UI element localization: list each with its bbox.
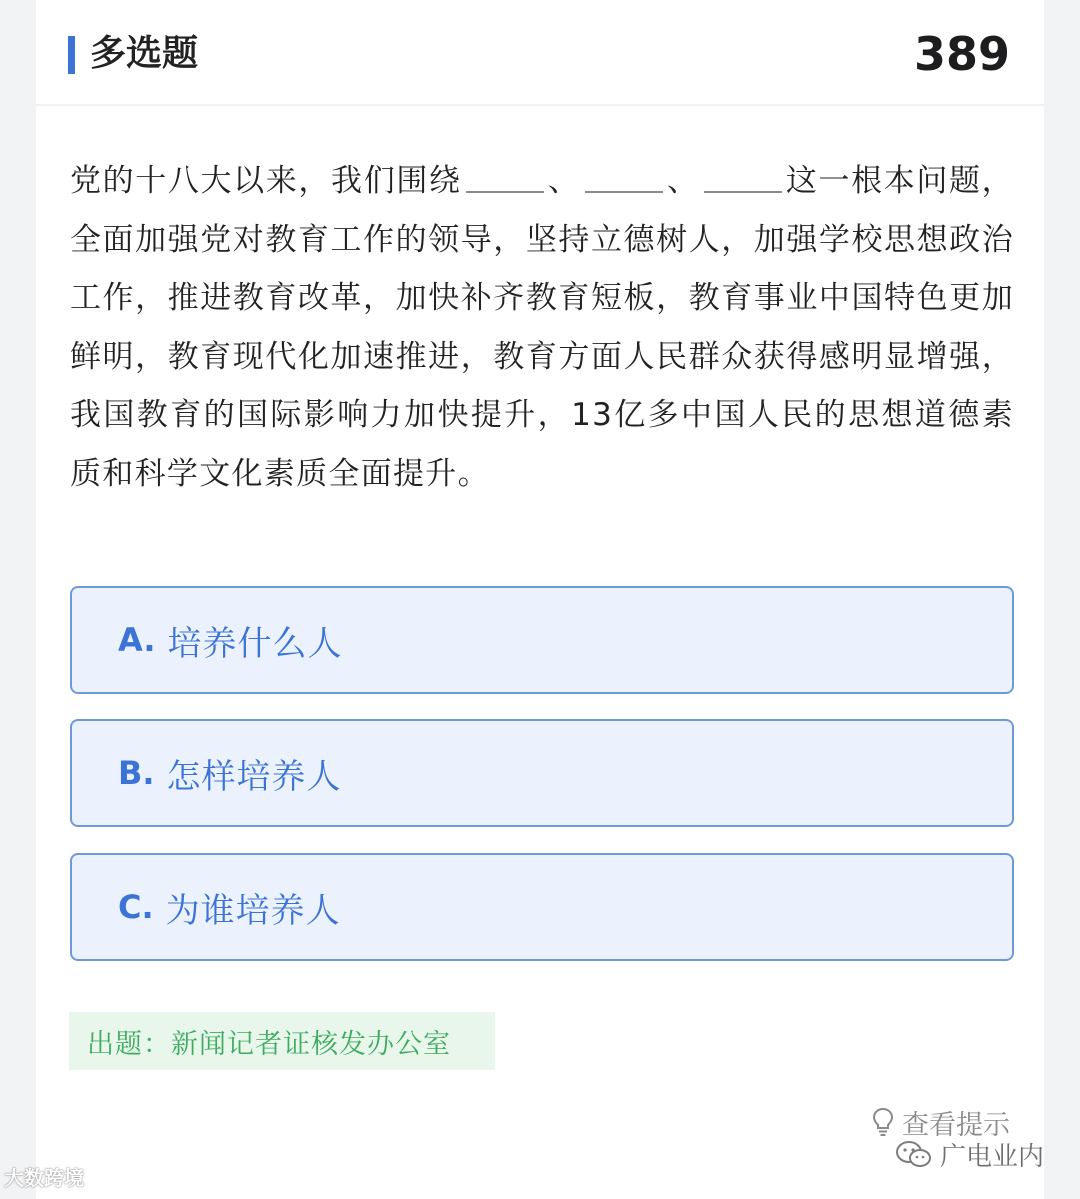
watermark-right-text: 广电业内 [939,1142,1044,1172]
watermark-left-text: 大数跨境 [4,1166,84,1190]
question-source-text: 出题：新闻记者证核发办公室 [87,1028,451,1060]
answer-blank-1 [466,161,544,193]
card-header [36,0,1044,106]
answer-blank-2 [585,161,663,193]
option-a[interactable] [70,586,1014,694]
blank-separator-2: 、 [666,163,700,199]
option-label: 培养什么人 [167,623,343,664]
option-letter: A. [118,621,156,659]
watermark-left [4,1162,84,1191]
watermark-right [894,1136,1044,1173]
question-source-badge [69,1012,495,1070]
option-b[interactable] [70,719,1014,827]
question-number: 389 [913,27,1010,81]
question-card [36,0,1044,1199]
wechat-icon [894,1139,934,1171]
answer-blank-3 [704,161,782,193]
question-text-part2: 这一根本问题，全面加强党对教育工作的领导，坚持立德树人，加强学校思想政治工作，推进教育改革，加快补齐教育短板，教育事业中国特色更加鲜明，教育现代化加速推进，教育方面人民群众获得感明显增强，我国教育的国际影响力加快提升，13亿多中国人民的思想道德素质和科学文化素质全面提升。 [70,163,1014,492]
blank-separator-1: 、 [547,163,581,199]
view-hint-label: 查看提示 [902,1109,1010,1141]
option-letter: B. [118,754,155,792]
question-text-part1: 党的十八大以来，我们围绕 [70,163,462,199]
option-letter: C. [118,888,154,926]
option-label: 怎样培养人 [166,756,342,797]
lightbulb-icon [872,1107,894,1137]
title-accent-bar [68,36,75,74]
option-c[interactable] [70,853,1014,961]
option-label: 为谁培养人 [165,890,341,931]
question-type-title: 多选题 [90,33,199,74]
question-text [70,152,1014,503]
